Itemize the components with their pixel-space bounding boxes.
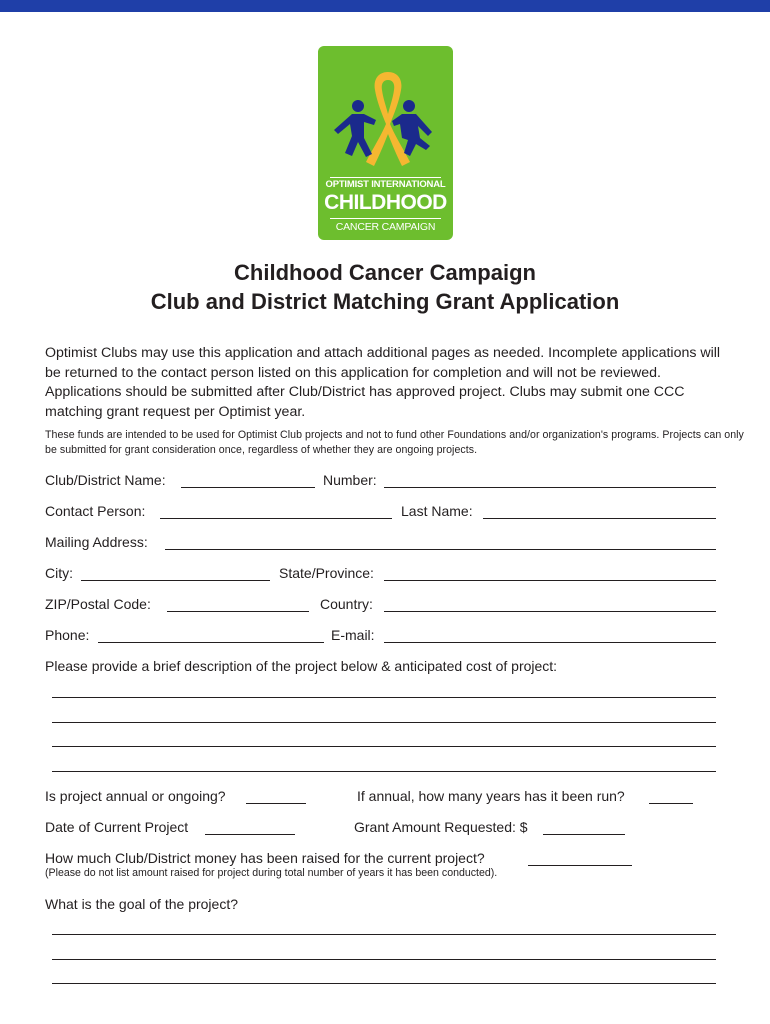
description-line[interactable]	[52, 722, 716, 723]
contact-person-field[interactable]	[160, 518, 392, 519]
grant-amount-field[interactable]	[543, 834, 625, 835]
number-field[interactable]	[384, 487, 716, 488]
country-field[interactable]	[384, 611, 716, 612]
page-subtitle: Club and District Matching Grant Application	[150, 289, 620, 314]
club-name-field[interactable]	[181, 487, 315, 488]
city-field[interactable]	[81, 580, 270, 581]
page-title: Childhood Cancer Campaign	[234, 260, 536, 285]
grant-amount-label: Grant Amount Requested: $	[354, 819, 528, 835]
years-run-label: If annual, how many years has it been run?	[357, 788, 625, 804]
email-label: E-mail:	[331, 627, 375, 643]
email-field[interactable]	[384, 642, 716, 643]
last-name-label: Last Name:	[401, 503, 473, 519]
goal-line[interactable]	[52, 959, 716, 960]
intro-paragraph: Optimist Clubs may use this application and attach additional pages as needed. Incomplete applications will be returned to the contact person listed on this application for completion and will not be reviewed. Applications should be submitted after Club/District has approved project. Clubs may submit one CCC matching grant request per Optimist year.	[45, 345, 721, 420]
phone-label: Phone:	[45, 627, 90, 643]
last-name-field[interactable]	[483, 518, 716, 519]
description-line[interactable]	[52, 746, 716, 747]
years-run-field[interactable]	[649, 803, 693, 804]
top-banner	[0, 0, 770, 12]
money-raised-field[interactable]	[528, 865, 632, 866]
logo-childhood: CHILDHOOD	[324, 191, 447, 214]
zip-field[interactable]	[167, 611, 309, 612]
goal-label: What is the goal of the project?	[45, 896, 238, 912]
description-line[interactable]	[52, 771, 716, 772]
state-label: State/Province:	[279, 565, 374, 581]
description-line[interactable]	[52, 697, 716, 698]
ccc-logo	[318, 46, 453, 240]
annual-ongoing-field[interactable]	[246, 803, 306, 804]
date-field[interactable]	[205, 834, 295, 835]
logo-org-name: OPTIMIST INTERNATIONAL	[325, 179, 446, 190]
funding-note: These funds are intended to be used for Optimist Club projects and not to fund other Foundations and/or organization's programs. Projects can only be submitted for grant consideration once, regardless of whether they are ongoing projects.	[45, 429, 744, 456]
logo-rule-top	[330, 177, 441, 178]
money-raised-note: (Please do not list amount raised for project during total number of years it has been conducted).	[45, 867, 498, 879]
phone-field[interactable]	[98, 642, 324, 643]
contact-person-label: Contact Person:	[45, 503, 146, 519]
goal-line[interactable]	[52, 934, 716, 935]
annual-ongoing-label: Is project annual or ongoing?	[45, 788, 226, 804]
logo-campaign: CANCER CAMPAIGN	[335, 221, 436, 233]
money-raised-label: How much Club/District money has been raised for the current project?	[45, 850, 485, 866]
logo-rule-bottom	[330, 218, 441, 219]
goal-line[interactable]	[52, 983, 716, 984]
country-label: Country:	[320, 596, 373, 612]
city-label: City:	[45, 565, 73, 581]
mailing-address-label: Mailing Address:	[45, 534, 148, 550]
zip-label: ZIP/Postal Code:	[45, 596, 151, 612]
mailing-address-field[interactable]	[165, 549, 716, 550]
description-prompt: Please provide a brief description of the project below & anticipated cost of project:	[45, 658, 558, 674]
number-label: Number:	[323, 472, 377, 488]
date-label: Date of Current Project	[45, 819, 189, 835]
club-name-label: Club/District Name:	[45, 472, 166, 488]
state-field[interactable]	[384, 580, 716, 581]
